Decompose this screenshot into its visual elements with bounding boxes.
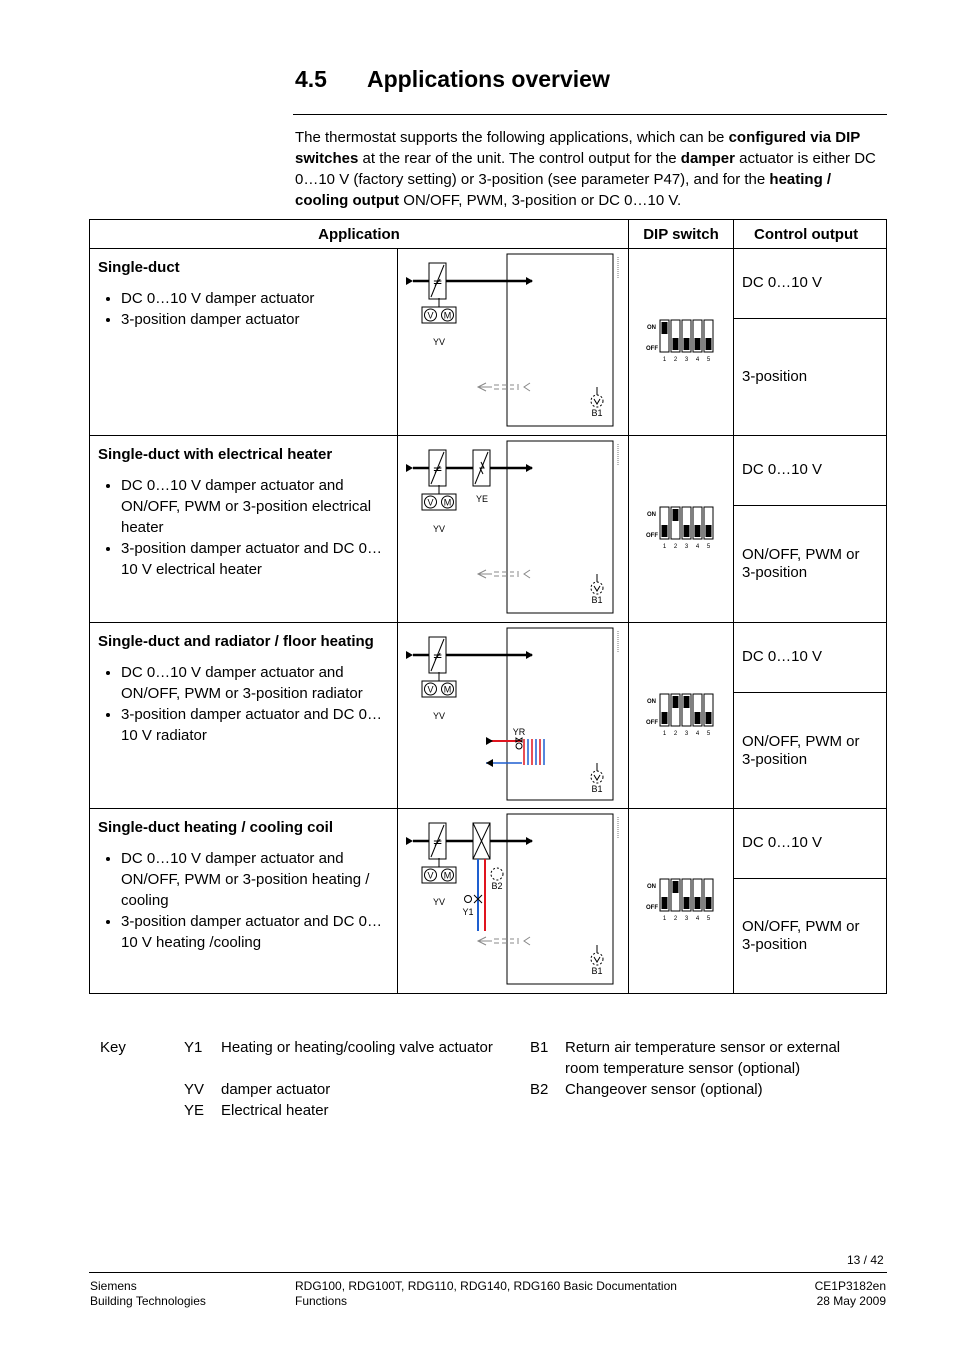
sensor-circle [591, 953, 603, 965]
dip-number: 1 [662, 357, 667, 363]
damper-symbol: ≠ [432, 462, 443, 476]
dip-switch-cell [629, 249, 734, 436]
header-application: Application [90, 220, 629, 249]
table-row [90, 809, 887, 994]
dip-lever [695, 712, 701, 724]
key-code: Y1 [184, 1039, 203, 1056]
dip-lever [673, 696, 679, 708]
intro-paragraph [295, 127, 887, 211]
key-text: damper actuator [221, 1081, 331, 1098]
dip-lever [706, 338, 712, 350]
dip-lever [695, 525, 701, 537]
dip-lever [684, 525, 690, 537]
dip-switch-graphic [629, 692, 733, 740]
section-heading [295, 66, 610, 93]
v-label: V [427, 497, 434, 508]
b1-label: B1 [591, 784, 603, 794]
key-item [530, 1037, 875, 1079]
output-dc: DC 0…10 V [734, 249, 886, 319]
page-number: 13 / 42 [847, 1253, 884, 1267]
output-alt [734, 879, 886, 993]
dip-on-label: ON [647, 698, 656, 705]
output-alt-text: ON/OFF, PWM or 3-position [742, 918, 860, 953]
bullet-item: • 3-position damper actuator [121, 309, 391, 330]
dip-number: 3 [684, 730, 689, 737]
footer-doc-code: CE1P3182en [814, 1279, 886, 1293]
dip-off-label: OFF [646, 905, 658, 911]
application-diagram [398, 436, 628, 622]
control-output-cell [734, 249, 887, 436]
intro-bold: configured via DIP switches [295, 129, 860, 167]
return-arrow-head [524, 937, 530, 945]
dip-number: 2 [673, 730, 678, 737]
dip-number: 1 [662, 730, 667, 737]
dip-switch-cell [629, 623, 734, 809]
return-arrow-head [524, 383, 530, 391]
intro-bold: damper [680, 150, 735, 167]
header-control-output: Control output [734, 220, 887, 249]
dip-number: 4 [695, 357, 700, 363]
section-number: 4.5 [295, 66, 327, 92]
footer-doc-line: RDG100, RDG100T, RDG110, RDG140, RDG160 Basic Documentation [295, 1279, 677, 1293]
footer-company [90, 1279, 206, 1309]
m-label: M [443, 684, 452, 695]
dip-on-label: ON [647, 325, 656, 331]
key-right [530, 1037, 875, 1100]
key-code: YE [184, 1102, 205, 1119]
dip-lever [684, 696, 690, 708]
dip-lever [662, 525, 668, 537]
dip-on-label: ON [647, 512, 656, 518]
b1-label: B1 [591, 408, 603, 418]
application-title: Single-duct heating / cooling coil [98, 819, 334, 836]
damper-symbol: ≠ [432, 649, 443, 663]
dip-number: 3 [684, 916, 689, 922]
dip-number: 2 [673, 357, 678, 363]
sensor-tip [594, 399, 600, 404]
arrow-head [526, 464, 533, 472]
dip-number: 5 [706, 916, 711, 922]
dip-number: 1 [662, 916, 667, 922]
yr-label: YR [512, 727, 526, 737]
b2-label: B2 [491, 881, 503, 891]
b1-label: B1 [591, 595, 603, 605]
table-row [90, 436, 887, 623]
application-cell [90, 249, 398, 436]
key-item [184, 1079, 524, 1100]
dip-number: 1 [662, 544, 667, 550]
application-bullets [98, 475, 391, 580]
output-dc: DC 0…10 V [734, 809, 886, 879]
sensor-tip [594, 586, 600, 591]
yv-label: YV [432, 337, 446, 347]
output-dc: DC 0…10 V [734, 436, 886, 506]
footer-date: 28 May 2009 [816, 1294, 886, 1308]
diagram-cell [398, 809, 629, 994]
arrow-head [406, 837, 413, 845]
application-bullets [98, 288, 391, 330]
application-cell [90, 809, 398, 994]
control-output-cell [734, 623, 887, 809]
dip-lever [706, 712, 712, 724]
key-item [184, 1037, 524, 1058]
damper-symbol: ≠ [432, 275, 443, 289]
dip-on-label: ON [647, 884, 656, 890]
output-alt-text: ON/OFF, PWM or 3-position [742, 546, 860, 581]
dip-lever [695, 338, 701, 350]
arrow-head [526, 837, 533, 845]
arrow-head [406, 464, 413, 472]
key-item [184, 1100, 524, 1121]
bullet-item: • 3-position damper actuator and DC 0…10 V electrical heater [121, 538, 391, 580]
dip-number: 4 [695, 544, 700, 550]
key-text: Return air temperature sensor or external room temperature sensor (optional) [565, 1039, 841, 1077]
section-title: Applications overview [367, 66, 610, 92]
v-label: V [427, 870, 434, 881]
applications-table [89, 219, 887, 994]
diagram-cell [398, 623, 629, 809]
dip-lever [673, 881, 679, 893]
arrow-head [526, 277, 533, 285]
application-cell [90, 436, 398, 623]
output-alt [734, 693, 886, 808]
b2-sensor [491, 868, 503, 880]
b1-label: B1 [591, 966, 603, 976]
application-title: Single-duct with electrical heater [98, 446, 333, 463]
application-diagram [398, 623, 628, 808]
footer-rule [89, 1272, 887, 1273]
return-arrow-head [524, 570, 530, 578]
m-label: M [443, 870, 452, 881]
dip-switch-graphic [629, 877, 733, 925]
arrow-head [526, 651, 533, 659]
table-row [90, 623, 887, 809]
key-left [184, 1037, 524, 1121]
header-dip-switch: DIP switch [629, 220, 734, 249]
application-title: Single-duct and radiator / floor heating [98, 633, 374, 650]
table-row [90, 249, 887, 436]
table-header-row [90, 220, 887, 249]
dip-lever [695, 897, 701, 909]
bullet-item: • DC 0…10 V damper actuator and ON/OFF, PWM or 3-position heating / cooling [121, 848, 391, 911]
application-title: Single-duct [98, 259, 180, 276]
arrow-head [486, 737, 493, 745]
yv-label: YV [432, 524, 446, 534]
m-label: M [443, 497, 452, 508]
dip-lever [673, 338, 679, 350]
yv-label: YV [432, 711, 446, 721]
intro-text: actuator is either DC 0…10 V (factory setting) or 3-position (see parameter P47), and for the [295, 150, 876, 188]
dip-off-label: OFF [646, 346, 658, 352]
footer-doc-line: Functions [295, 1294, 348, 1308]
key-code: B1 [530, 1039, 549, 1056]
intro-text: at the rear of the unit. The control output for the [358, 150, 681, 167]
dip-number: 2 [673, 916, 678, 922]
key-text: Heating or heating/cooling valve actuator [221, 1039, 493, 1056]
dip-number: 4 [695, 730, 700, 737]
output-alt-text: ON/OFF, PWM or 3-position [742, 732, 860, 768]
bullet-item: • DC 0…10 V damper actuator [121, 288, 391, 309]
y1-label: Y1 [462, 907, 474, 917]
application-bullets [98, 662, 391, 746]
arrow-head [406, 651, 413, 659]
dip-number: 5 [706, 357, 711, 363]
bullet-item: • DC 0…10 V damper actuator and ON/OFF, PWM or 3-position radiator [121, 662, 391, 704]
diagram-cell [398, 249, 629, 436]
dip-lever [662, 897, 668, 909]
return-arrow [486, 759, 493, 767]
dip-lever [684, 338, 690, 350]
output-dc: DC 0…10 V [734, 623, 886, 693]
key-code: YV [184, 1081, 205, 1098]
application-diagram [398, 249, 628, 435]
dip-switch-graphic [629, 318, 733, 366]
v-label: V [427, 310, 434, 321]
bullet-item: • DC 0…10 V damper actuator and ON/OFF, PWM or 3-position electrical heater [121, 475, 391, 538]
key-text: Electrical heater [221, 1102, 329, 1119]
bullet-item: • 3-position damper actuator and DC 0…10 V heating /cooling [121, 911, 391, 953]
dip-off-label: OFF [646, 719, 658, 726]
sensor-tip [594, 775, 600, 780]
dip-lever [706, 897, 712, 909]
sensor-circle [591, 771, 603, 783]
dip-number: 3 [684, 357, 689, 363]
arrow-head [406, 277, 413, 285]
damper-symbol: ≠ [432, 835, 443, 849]
sensor-circle [591, 395, 603, 407]
intro-text: The thermostat supports the following applications, which can be [295, 129, 729, 146]
ye-label: YE [475, 494, 489, 504]
key-text: Changeover sensor (optional) [565, 1081, 763, 1098]
intro-text: ON/OFF, PWM, 3-position or DC 0…10 V. [399, 192, 682, 209]
dip-lever [662, 712, 668, 724]
dip-switch-cell [629, 436, 734, 623]
y1-valve [465, 896, 472, 903]
key-item [530, 1079, 875, 1100]
yv-label: YV [432, 897, 446, 907]
sensor-tip [594, 957, 600, 962]
output-alt [734, 319, 886, 435]
bullet-item: • 3-position damper actuator and DC 0…10 V radiator [121, 704, 391, 746]
application-bullets [98, 848, 391, 953]
intro-bold: heating / cooling output [295, 171, 832, 209]
room-box [507, 814, 613, 984]
output-alt [734, 506, 886, 622]
dip-lever [706, 525, 712, 537]
key-label: Key [100, 1039, 126, 1056]
dip-number: 5 [706, 730, 711, 737]
dip-lever [684, 897, 690, 909]
heading-rule [293, 114, 887, 115]
dip-number: 3 [684, 544, 689, 550]
dip-lever [662, 322, 668, 334]
v-label: V [427, 684, 434, 695]
yr-valve [516, 743, 522, 749]
footer-company-line: Siemens [90, 1279, 137, 1293]
key-code: B2 [530, 1081, 549, 1098]
dip-lever [673, 509, 679, 521]
sensor-circle [591, 582, 603, 594]
control-output-cell [734, 809, 887, 994]
footer-code-date [815, 1279, 886, 1309]
footer-company-line: Building Technologies [90, 1294, 206, 1308]
application-cell [90, 623, 398, 809]
m-label: M [443, 310, 452, 321]
dip-switch-graphic [629, 505, 733, 553]
footer-document [295, 1279, 677, 1309]
application-diagram [398, 809, 628, 993]
dip-number: 2 [673, 544, 678, 550]
dip-off-label: OFF [646, 533, 658, 539]
output-alt-text: 3-position [742, 368, 808, 385]
diagram-cell [398, 436, 629, 623]
control-output-cell [734, 436, 887, 623]
dip-number: 5 [706, 544, 711, 550]
dip-switch-cell [629, 809, 734, 994]
dip-number: 4 [695, 916, 700, 922]
